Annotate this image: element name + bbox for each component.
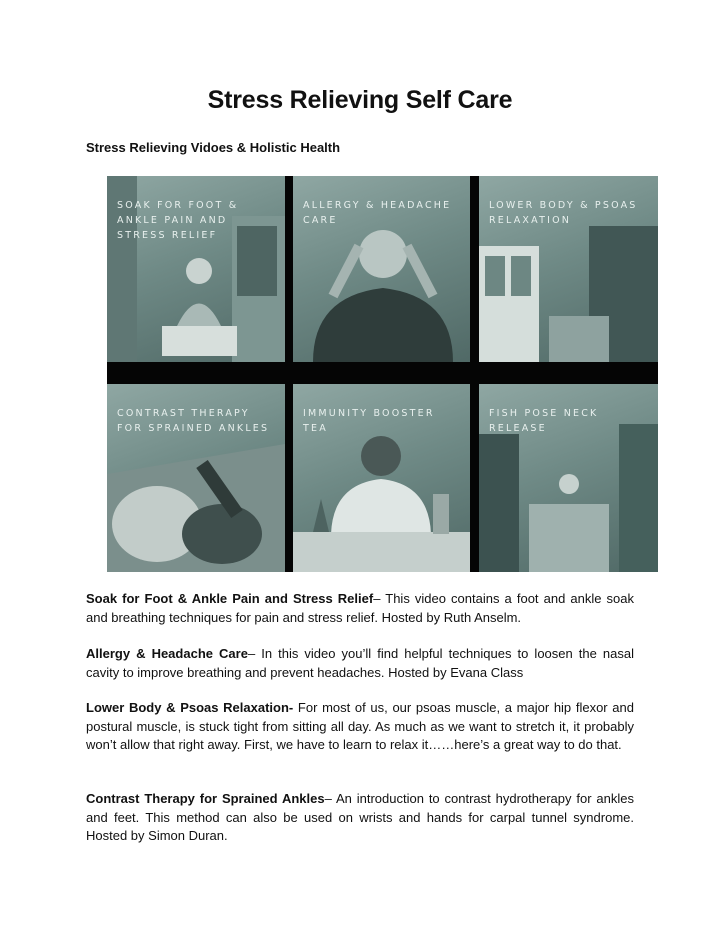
- description-text: For most of us, our psoas muscle, a major hip flexor and postural muscle, is stuck tight from sitting all day. As much as we want to stretch it, it probably won’t allow that right away. First, we have to learn to relax it……here’s a great way to do that.: [86, 700, 634, 752]
- description-heading: Contrast Therapy for Sprained Ankles: [86, 791, 325, 806]
- page-title: Stress Relieving Self Care: [207, 86, 513, 114]
- video-collage: [107, 176, 658, 572]
- video-tile-psoas-relaxation[interactable]: [479, 176, 658, 362]
- description-allergy-headache: [86, 645, 634, 682]
- page-subtitle: Stress Relieving Vidoes & Holistic Health: [86, 140, 341, 155]
- video-tile-allergy-headache[interactable]: [293, 176, 470, 362]
- video-caption: IMMUNITY BOOSTER TEA: [303, 408, 435, 434]
- description-text: – This video contains a foot and ankle soak and breathing techniques for pain and stress relief. Hosted by Ruth Anselm.: [86, 591, 634, 625]
- video-tile-immunity-tea[interactable]: [293, 384, 470, 572]
- description-heading: Lower Body & Psoas Relaxation-: [86, 700, 294, 715]
- video-caption: SOAK FOR FOOT & ANKLE PAIN AND STRESS RELIEF: [117, 200, 239, 241]
- video-tile-fish-pose[interactable]: [479, 384, 658, 572]
- description-heading: Soak for Foot & Ankle Pain and Stress Relief: [86, 591, 374, 606]
- video-tile-foot-soak[interactable]: [107, 176, 285, 362]
- description-psoas: [86, 699, 634, 755]
- video-caption: CONTRAST THERAPY FOR SPRAINED ANKLES: [117, 408, 270, 434]
- video-caption: ALLERGY & HEADACHE CARE: [303, 200, 452, 226]
- video-caption: LOWER BODY & PSOAS RELAXATION: [489, 200, 638, 226]
- video-tile-contrast-therapy[interactable]: [107, 384, 285, 572]
- description-text: – In this video you’ll find helpful techniques to loosen the nasal cavity to improve breathing and prevent headaches. Hosted by Evana Class: [86, 646, 634, 680]
- description-contrast-therapy: [86, 790, 634, 846]
- description-heading: Allergy & Headache Care: [86, 646, 248, 661]
- description-text: – An introduction to contrast hydrotherapy for ankles and feet. This method can also be used on wrists and hands for carpal tunnel syndrome. Hosted by Simon Duran.: [86, 791, 634, 843]
- video-caption: FISH POSE NECK RELEASE: [489, 408, 599, 434]
- description-foot-soak: [86, 590, 634, 627]
